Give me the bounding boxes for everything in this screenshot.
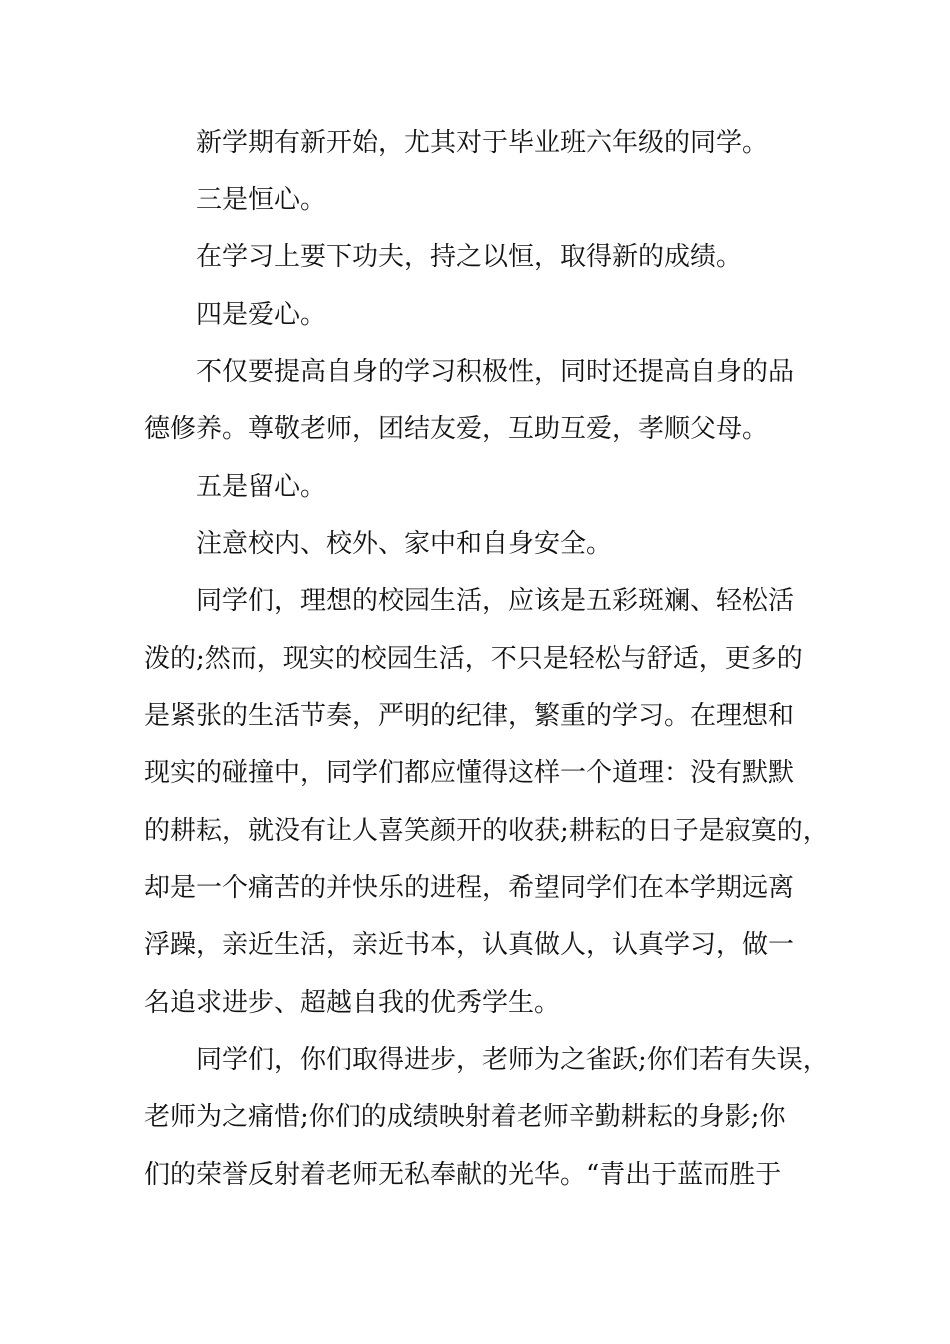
text-line: 现实的碰撞中，同学们都应懂得这样一个道理：没有默默 [144,758,795,788]
text-line: 却是一个痛苦的并快乐的进程，希望同学们在本学期远离 [144,873,795,903]
text-line: 同学们，你们取得进步，老师为之雀跃;你们若有失误， [196,1045,829,1075]
text-line: 新学期有新开始，尤其对于毕业班六年级的同学。 [196,128,769,158]
text-line: 名追求进步、超越自我的优秀学生。 [144,988,561,1018]
text-line: 是紧张的生活节奏，严明的纪律，繁重的学习。在理想和 [144,701,795,731]
text-line: 同学们，理想的校园生活，应该是五彩斑斓、轻松活 [196,586,795,616]
text-line: 注意校内、校外、家中和自身安全。 [196,529,613,559]
text-line: 们的荣誉反射着老师无私奉献的光华。“青出于蓝而胜于 [144,1160,782,1190]
text-line: 泼的;然而，现实的校园生活，不只是轻松与舒适，更多的 [144,644,803,674]
text-line: 德修养。尊敬老师，团结友爱，互助互爱，孝顺父母。 [144,414,769,444]
text-line: 在学习上要下功夫，持之以恒，取得新的成绩。 [196,242,743,272]
text-line: 的耕耘，就没有让人喜笑颜开的收获;耕耘的日子是寂寞的， [144,816,829,846]
text-line: 四是爱心。 [196,300,327,330]
text-line: 不仅要提高自身的学习积极性，同时还提高自身的品 [196,357,795,387]
text-line: 浮躁，亲近生活，亲近书本，认真做人，认真学习，做一 [144,930,795,960]
text-line: 老师为之痛惜;你们的成绩映射着老师辛勤耕耘的身影;你 [144,1102,786,1132]
text-line: 五是留心。 [196,472,327,502]
text-line: 三是恒心。 [196,185,327,215]
